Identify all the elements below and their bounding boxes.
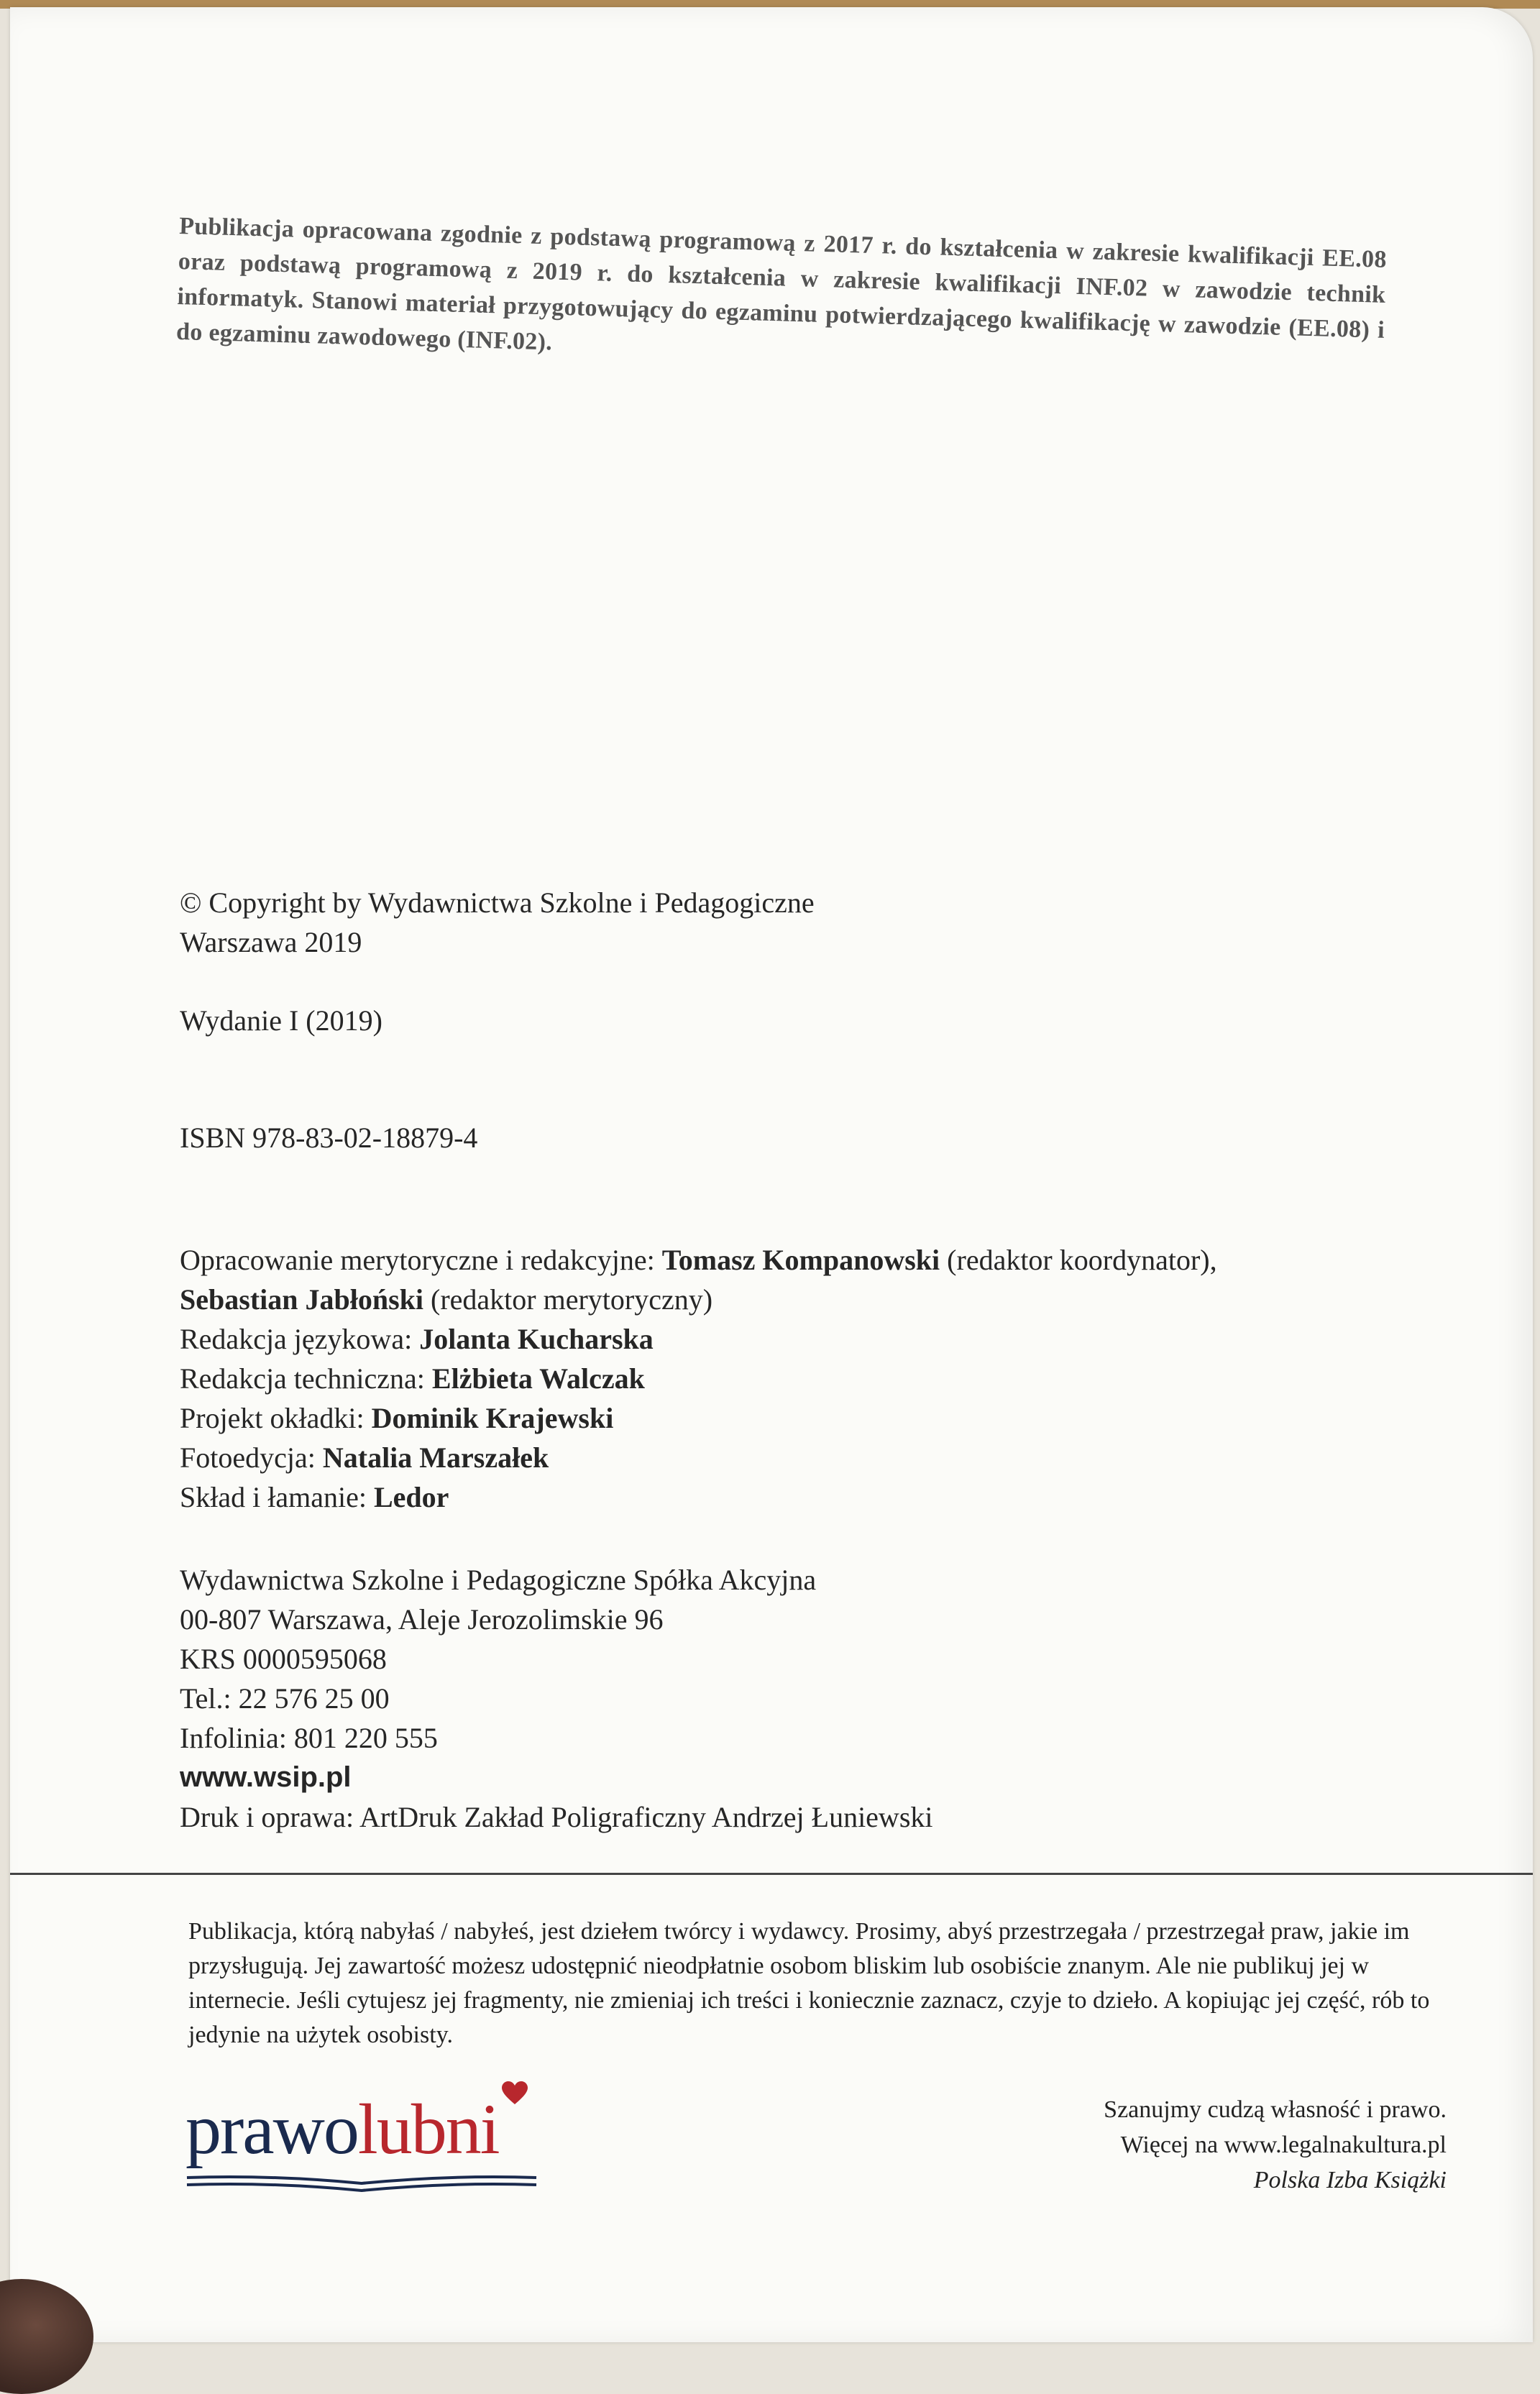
credit-technical: Redakcja techniczna: Elżbieta Walczak <box>180 1362 645 1395</box>
publisher-infoline: Infolinia: 801 220 555 <box>180 1722 438 1754</box>
more-info-line: Więcej na www.legalnakultura.pl <box>1120 2132 1447 2158</box>
section-divider <box>10 1873 1533 1875</box>
curriculum-note: Publikacja opracowana zgodnie z podstawą programową z 2017 r. do kształcenia w zakresie kwalifikacji EE.08 oraz podstawą programową z 2019 r. do kształcenia w zakresie kwalifikacji INF.02 w zawodzie technik informatyk. Stanowi materiał przygotowujący do egzaminu potwierdzającego kwalifikację w zawodzie (EE.08) i do egzaminu zawodowego (INF.02). <box>175 212 1388 356</box>
credit-editorial: Opracowanie merytoryczne i redakcyjne: Tomasz Kompanowski (redaktor koordynator), <box>180 1244 1217 1276</box>
copyright-place-year: Warszawa 2019 <box>180 926 362 958</box>
organization-name: Polska Izba Książki <box>1253 2167 1447 2193</box>
copyright-block <box>180 883 815 962</box>
credit-language: Redakcja językowa: Jolanta Kucharska <box>180 1323 654 1355</box>
printer-info: Druk i oprawa: ArtDruk Zakład Poligraficzny Andrzej Łuniewski <box>180 1801 933 1833</box>
publisher-name: Wydawnictwa Szkolne i Pedagogiczne Spółka Akcyjna <box>180 1564 817 1596</box>
publisher-block <box>180 1560 933 1837</box>
copyright-line: © Copyright by Wydawnictwa Szkolne i Pedagogiczne <box>180 886 815 919</box>
credit-cover: Projekt okładki: Dominik Krajewski <box>180 1402 614 1434</box>
credit-typeset: Skład i łamanie: Ledor <box>180 1481 449 1513</box>
prawolubni-logo <box>185 2081 545 2196</box>
respect-line: Szanujmy cudzą własność i prawo. <box>1104 2096 1447 2123</box>
credits-block <box>180 1240 1217 1517</box>
publisher-krs: KRS 0000595068 <box>180 1643 387 1675</box>
legal-culture-note <box>1104 2092 1447 2198</box>
logo-wordmark: prawolubni <box>185 2089 499 2169</box>
publisher-phone: Tel.: 22 576 25 00 <box>180 1682 390 1715</box>
isbn-number: ISBN 978-83-02-18879-4 <box>180 1122 478 1154</box>
publisher-website: www.wsip.pl <box>180 1761 352 1793</box>
book-underline-icon <box>185 2173 538 2195</box>
credit-editorial-2: Sebastian Jabłoński (redaktor merytoryczny) <box>180 1283 713 1316</box>
copyright-notice: Publikacja, którą nabyłaś / nabyłeś, jest dziełem twórcy i wydawcy. Prosimy, abyś przestrzegała / przestrzegał praw, jakie im przysługują. Jej zawartość możesz udostępnić nieodpłatnie osobom bliskim lub osobiście znanym. Ale nie publikuj jej w internecie. Jeśli cytujesz jej fragmenty, nie zmieniaj ich treści i koniecznie zaznacz, czyje to dzieło. A kopiując jej część, rób to jedynie na użytek osobisty. <box>188 1918 1430 2048</box>
heart-icon <box>502 2081 528 2106</box>
publisher-address: 00-807 Warszawa, Aleje Jerozolimskie 96 <box>180 1603 664 1636</box>
edition-info: Wydanie I (2019) <box>180 1004 382 1037</box>
credit-photo: Fotoedycja: Natalia Marszałek <box>180 1441 549 1474</box>
